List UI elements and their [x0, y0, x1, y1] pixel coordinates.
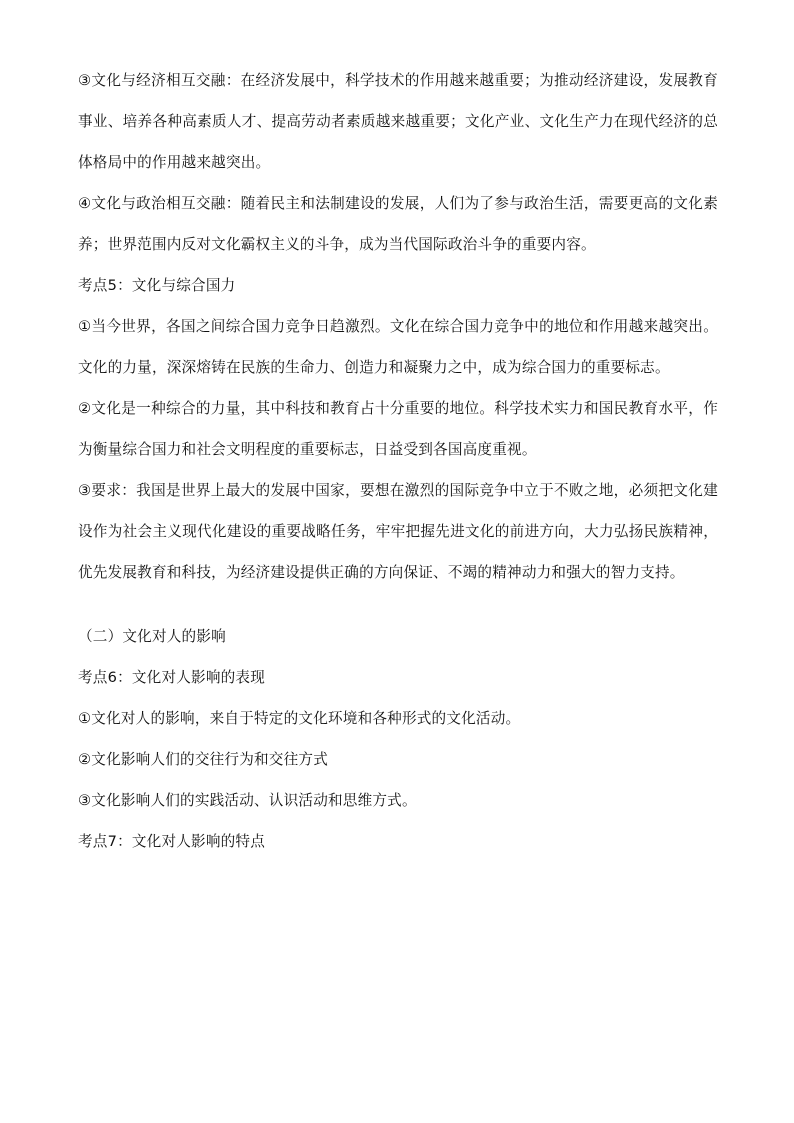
paragraph-national-power-1: ①当今世界，各国之间综合国力竞争日趋激烈。文化在综合国力竞争中的地位和作用越来越突出。文化的力量，深深熔铸在民族的生命力、创造力和凝聚力之中，成为综合国力的重要标志。 — [78, 318, 718, 376]
paragraph-culture-politics: ④文化与政治相互交融：随着民主和法制建设的发展，人们为了参与政治生活，需要更高的文化素养；世界范围内反对文化霸权主义的斗争，成为当代国际政治斗争的重要内容。 — [78, 195, 718, 253]
paragraph-national-power-2: ②文化是一种综合的力量，其中科技和教育占十分重要的地位。科学技术实力和国民教育水平，作为衡量综合国力和社会文明程度的重要标志，日益受到各国高度重视。 — [78, 400, 718, 458]
paragraph-national-power-3: ③要求：我国是世界上最大的发展中国家，要想在激烈的国际竞争中立于不败之地，必须把文化建设作为社会主义现代化建设的重要战略任务，牢牢把握先进文化的前进方向，大力弘扬民族精神，优先发展教育和科技，为经济建设提供正确的方向保证、不竭的精神动力和强大的智力支持。 — [78, 482, 718, 581]
paragraph-influence-1: ①文化对人的影响，来自于特定的文化环境和各种形式的文化活动。 — [78, 710, 521, 727]
paragraph-influence-3: ③文化影响人们的实践活动、认识活动和思维方式。 — [78, 792, 417, 809]
heading-exam-point-7: 考点7：文化对人影响的特点 — [78, 833, 266, 850]
paragraph-culture-economy: ③文化与经济相互交融：在经济发展中，科学技术的作用越来越重要；为推动经济建设，发展教育事业、培养各种高素质人才、提高劳动者素质越来越重要；文化产业、文化生产力在现代经济的总体格局中的作用越来越突出。 — [78, 72, 718, 171]
section-gap — [78, 593, 718, 616]
heading-exam-point-5: 考点5：文化与综合国力 — [78, 277, 236, 294]
paragraph-influence-2: ②文化影响人们的交往行为和交往方式 — [78, 751, 328, 768]
section-heading-culture-on-people: （二）文化对人的影响 — [78, 628, 226, 645]
document-page — [78, 60, 718, 862]
heading-exam-point-6: 考点6：文化对人影响的表现 — [78, 669, 266, 686]
